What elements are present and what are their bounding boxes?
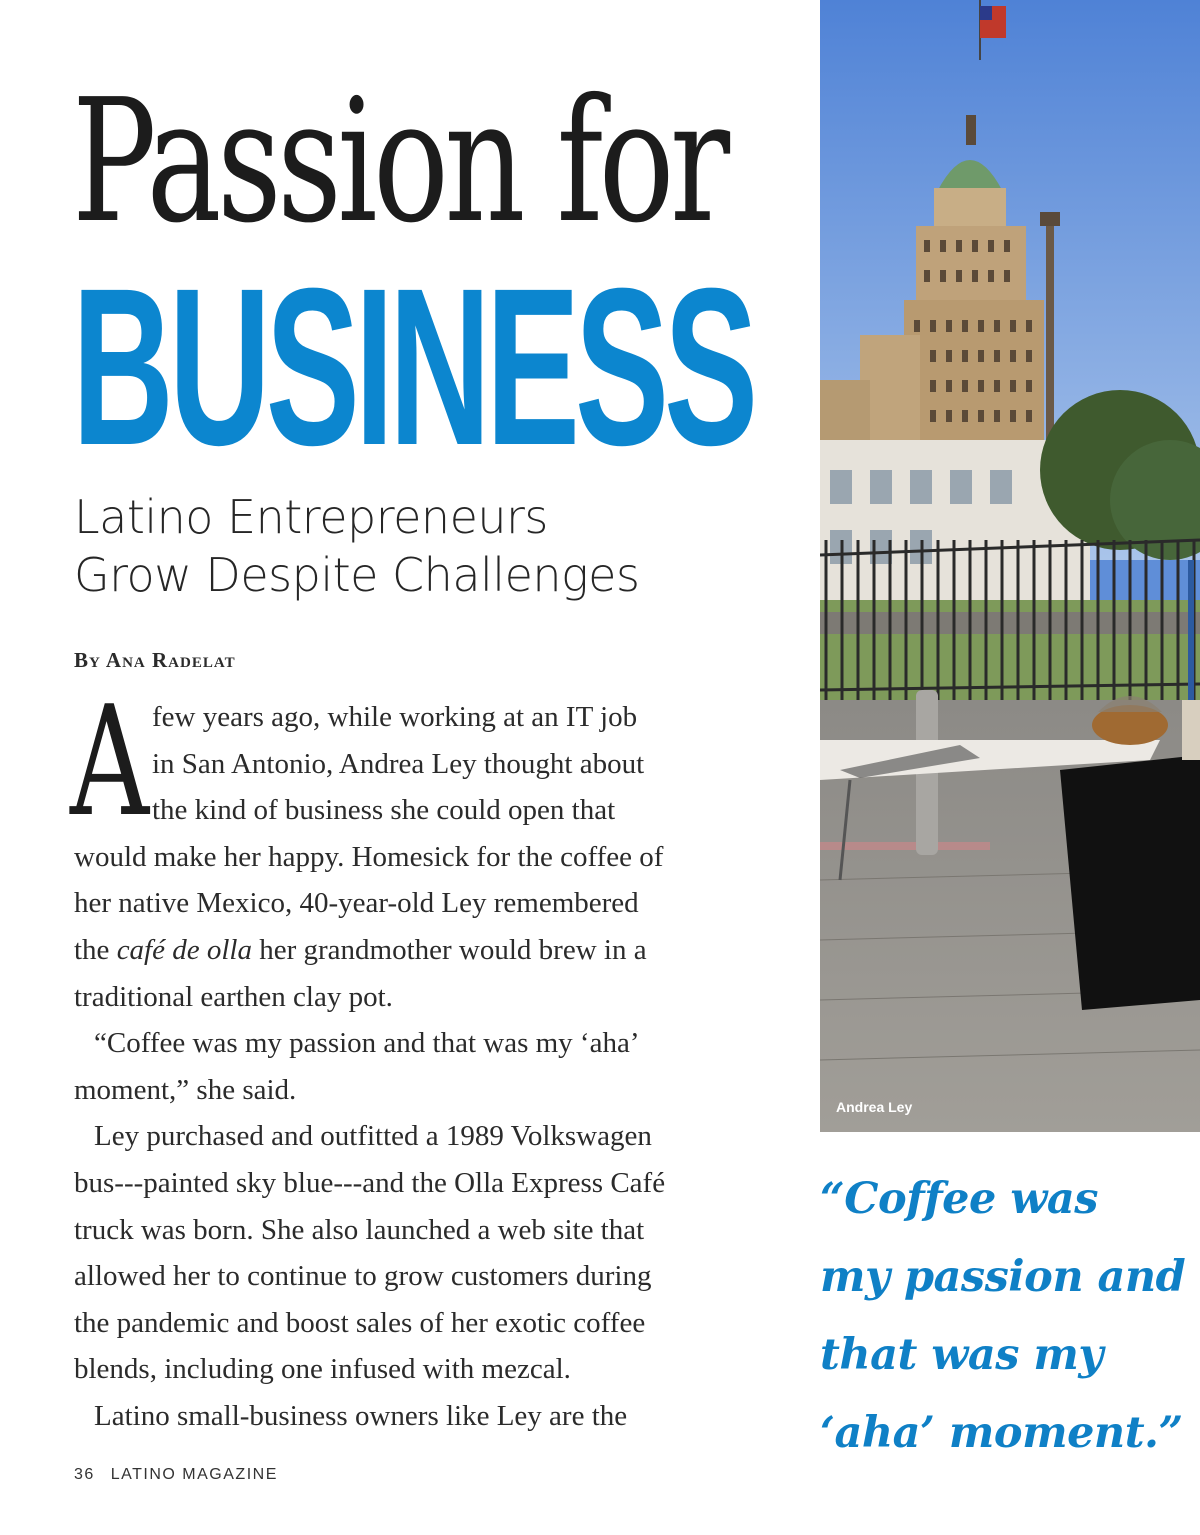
tower-upper bbox=[916, 226, 1026, 306]
subtitle-line-1: Latino Entrepreneurs bbox=[74, 490, 548, 544]
tower-crown bbox=[934, 188, 1006, 228]
p3-line-5: the pandemic and boost sales of her exotic coffee bbox=[74, 1306, 646, 1339]
paragraph-1 bbox=[70, 673, 794, 1020]
p1-line-6b: her grandmother would brew in a bbox=[251, 933, 647, 966]
pullquote-line-1: “Coffee was bbox=[820, 1174, 1098, 1224]
p1-line-4: would make her happy. Homesick for the coffee of bbox=[74, 840, 664, 873]
p3-line-4: allowed her to continue to grow customers during bbox=[74, 1260, 652, 1293]
p1-line-1: few years ago, while working at an IT job bbox=[152, 701, 638, 733]
pullquote-line-3: that was my bbox=[820, 1330, 1103, 1380]
flag-canton bbox=[980, 6, 992, 20]
tower-body bbox=[904, 300, 1044, 450]
lamp-head bbox=[1040, 212, 1060, 226]
paragraph-4 bbox=[74, 1393, 794, 1440]
p3-line-1: Ley purchased and outfitted a 1989 Volkswagen bbox=[94, 1120, 652, 1153]
headline-passion-for: Passion for bbox=[72, 63, 726, 261]
curb-stripe bbox=[820, 842, 990, 850]
pull-quote bbox=[820, 1160, 1198, 1472]
left-building bbox=[820, 380, 870, 450]
p1-line-3: the kind of business she could open that bbox=[152, 794, 616, 827]
headline-business: BUSINESS bbox=[72, 242, 754, 492]
p1-line-5: her native Mexico, 40-year-old Ley remembered bbox=[74, 887, 639, 920]
page-footer bbox=[74, 1466, 278, 1484]
publication-name: LATINO MAGAZINE bbox=[110, 1466, 278, 1483]
drop-cap: A bbox=[70, 673, 150, 850]
photo-andrea-ley bbox=[820, 0, 1200, 1132]
cafe-de-olla: café de olla bbox=[116, 933, 252, 966]
blue-pole bbox=[1188, 560, 1194, 700]
page-number: 36 bbox=[74, 1466, 95, 1483]
pullquote-line-2: my passion and bbox=[820, 1252, 1186, 1302]
cup bbox=[1182, 700, 1200, 760]
black-table bbox=[1060, 755, 1200, 1010]
street bbox=[820, 612, 1200, 634]
article-body bbox=[70, 673, 794, 1440]
p1-line-7: traditional earthen clay pot. bbox=[74, 980, 393, 1013]
paragraph-2 bbox=[74, 1020, 794, 1113]
p1-line-6a: the bbox=[74, 933, 117, 966]
p2-line-2: moment,” she said. bbox=[74, 1073, 297, 1106]
p4-line-1: Latino small-business owners like Ley are the bbox=[94, 1399, 628, 1432]
paragraph-3 bbox=[74, 1113, 794, 1393]
photo-caption: Andrea Ley bbox=[836, 1099, 913, 1115]
pullquote-line-4: ‘aha’ moment.” bbox=[820, 1408, 1183, 1458]
p3-line-6: blends, including one infused with mezcal. bbox=[74, 1353, 571, 1386]
p3-line-3: truck was born. She also launched a web site that bbox=[74, 1213, 645, 1246]
byline: By Ana Radelat bbox=[74, 648, 236, 672]
p3-line-2: bus---painted sky blue---and the Olla Express Café bbox=[74, 1166, 666, 1199]
subtitle-line-2: Grow Despite Challenges bbox=[74, 548, 640, 602]
p2-line-1: “Coffee was my passion and that was my ‘aha’ bbox=[94, 1027, 640, 1060]
p1-line-2: in San Antonio, Andrea Ley thought about bbox=[152, 747, 645, 780]
subtitle bbox=[74, 488, 814, 604]
photo-illustration bbox=[820, 0, 1200, 1132]
tower-spire bbox=[966, 115, 976, 145]
